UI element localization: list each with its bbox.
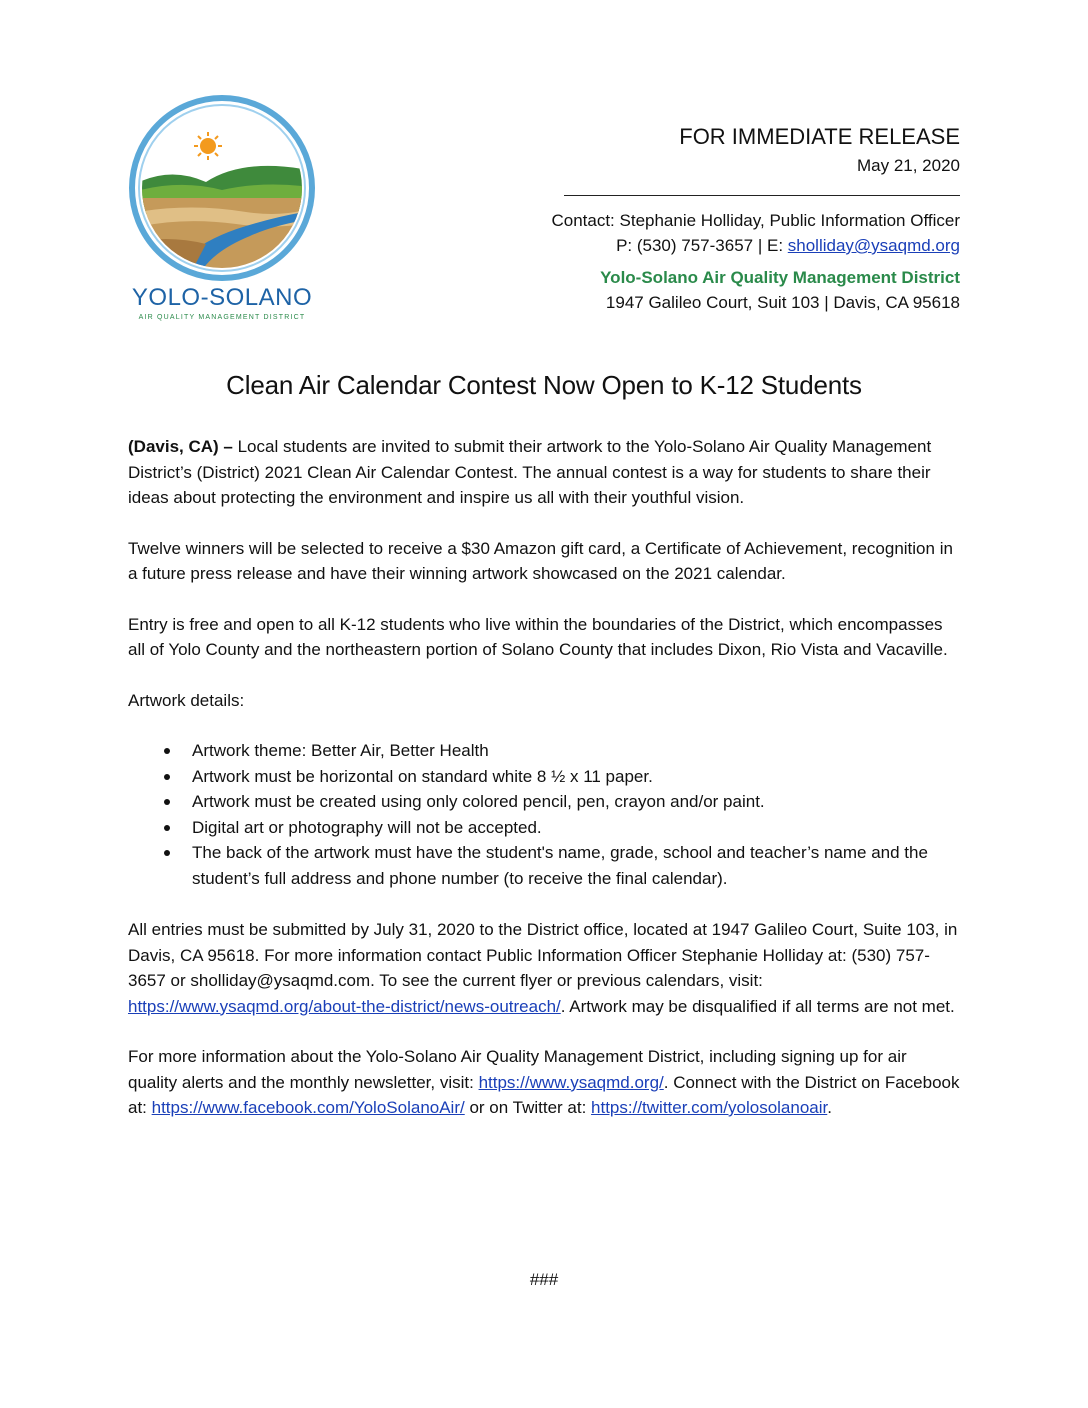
list-item: Artwork theme: Better Air, Better Health [128, 738, 960, 764]
contact-phone-email [460, 233, 960, 258]
list-item: The back of the artwork must have the student's name, grade, school and teacher’s name and the student’s full address and phone number (to receive the final calendar). [128, 840, 960, 891]
contact-line: Contact: Stephanie Holliday, Public Information Officer [551, 211, 960, 230]
release-label: FOR IMMEDIATE RELEASE [679, 124, 960, 149]
paragraph-prizes: Twelve winners will be selected to receive a $30 Amazon gift card, a Certificate of Achievement, recognition in a future press release and have their winning artwork showcased on the 2021 calendar. [128, 538, 953, 583]
header-divider [564, 195, 960, 196]
list-item: Artwork must be created using only colored pencil, pen, crayon and/or paint. [128, 789, 960, 815]
list-item: Digital art or photography will not be accepted. [128, 815, 960, 841]
end-mark: ### [529, 1270, 559, 1289]
contact-block [460, 208, 960, 315]
logo-subtitle: AIR QUALITY MANAGEMENT DISTRICT [138, 314, 306, 321]
logo-emblem-icon [126, 94, 318, 282]
district-name: Yolo-Solano Air Quality Management District [600, 268, 960, 287]
contact-phone: P: (530) 757-3657 | E: [616, 236, 788, 255]
list-item: Artwork must be horizontal on standard white 8 ½ x 11 paper. [128, 764, 960, 790]
more-info-text: For more information about the Yolo-Solano Air Quality Management District, including signing up for air quality alerts and the monthly newsletter, visit: [128, 1047, 907, 1092]
news-outreach-link[interactable]: https://www.ysaqmd.org/about-the-district/news-outreach/ [128, 996, 561, 1016]
dateline: (Davis, CA) – [128, 437, 233, 456]
paragraph-submission [128, 917, 960, 1019]
twitter-link[interactable]: https://twitter.com/yolosolanoair [591, 1098, 828, 1117]
submission-text: All entries must be submitted by July 31, 2020 to the District office, located at 1947 Galileo Court, Suite 103, in Davis, CA 95618. For more information contact Public Information Officer Stephanie Holliday at: (530) 757-3657 or sholliday@ysaqmd.com. To see the current flyer or previous calendars, visit: [128, 920, 958, 990]
more-info-text-2: . Connect with the District on Facebook at: [128, 1072, 960, 1117]
more-info-text-3: or on Twitter at: [464, 1098, 592, 1117]
logo-wordmark: YOLO-SOLANO [131, 284, 313, 311]
artwork-details-list [128, 738, 960, 891]
facebook-link[interactable]: https://www.facebook.com/YoloSolanoAir/ [151, 1098, 465, 1117]
release-body [128, 434, 960, 1146]
district-address: 1947 Galileo Court, Suit 103 | Davis, CA 95618 [605, 293, 960, 312]
paragraph-more-info [128, 1044, 960, 1121]
contact-email-link[interactable]: sholliday@ysaqmd.org [787, 236, 960, 255]
details-label: Artwork details: [128, 690, 245, 710]
paragraph-intro [128, 434, 960, 511]
intro-text: Local students are invited to submit their artwork to the Yolo-Solano Air Quality Management District’s (District) 2021 Clean Air Calendar Contest. The annual contest is a way for students to share their ideas about protecting the environment and inspire us all with their youthful vision. [128, 437, 932, 507]
submission-text-end: . Artwork may be disqualified if all terms are not met. [560, 996, 955, 1016]
more-info-text-4: . [827, 1098, 832, 1117]
website-link[interactable]: https://www.ysaqmd.org/ [478, 1072, 664, 1092]
page-title: Clean Air Calendar Contest Now Open to K-12 Students [226, 370, 862, 400]
district-logo [126, 94, 318, 326]
paragraph-eligibility: Entry is free and open to all K-12 students who live within the boundaries of the District, which encompasses all of Yolo County and the northeastern portion of Solano County that includes Dixon, Rio Vista and Vacaville. [128, 614, 948, 659]
release-date: May 21, 2020 [856, 156, 960, 175]
release-header [480, 122, 960, 177]
